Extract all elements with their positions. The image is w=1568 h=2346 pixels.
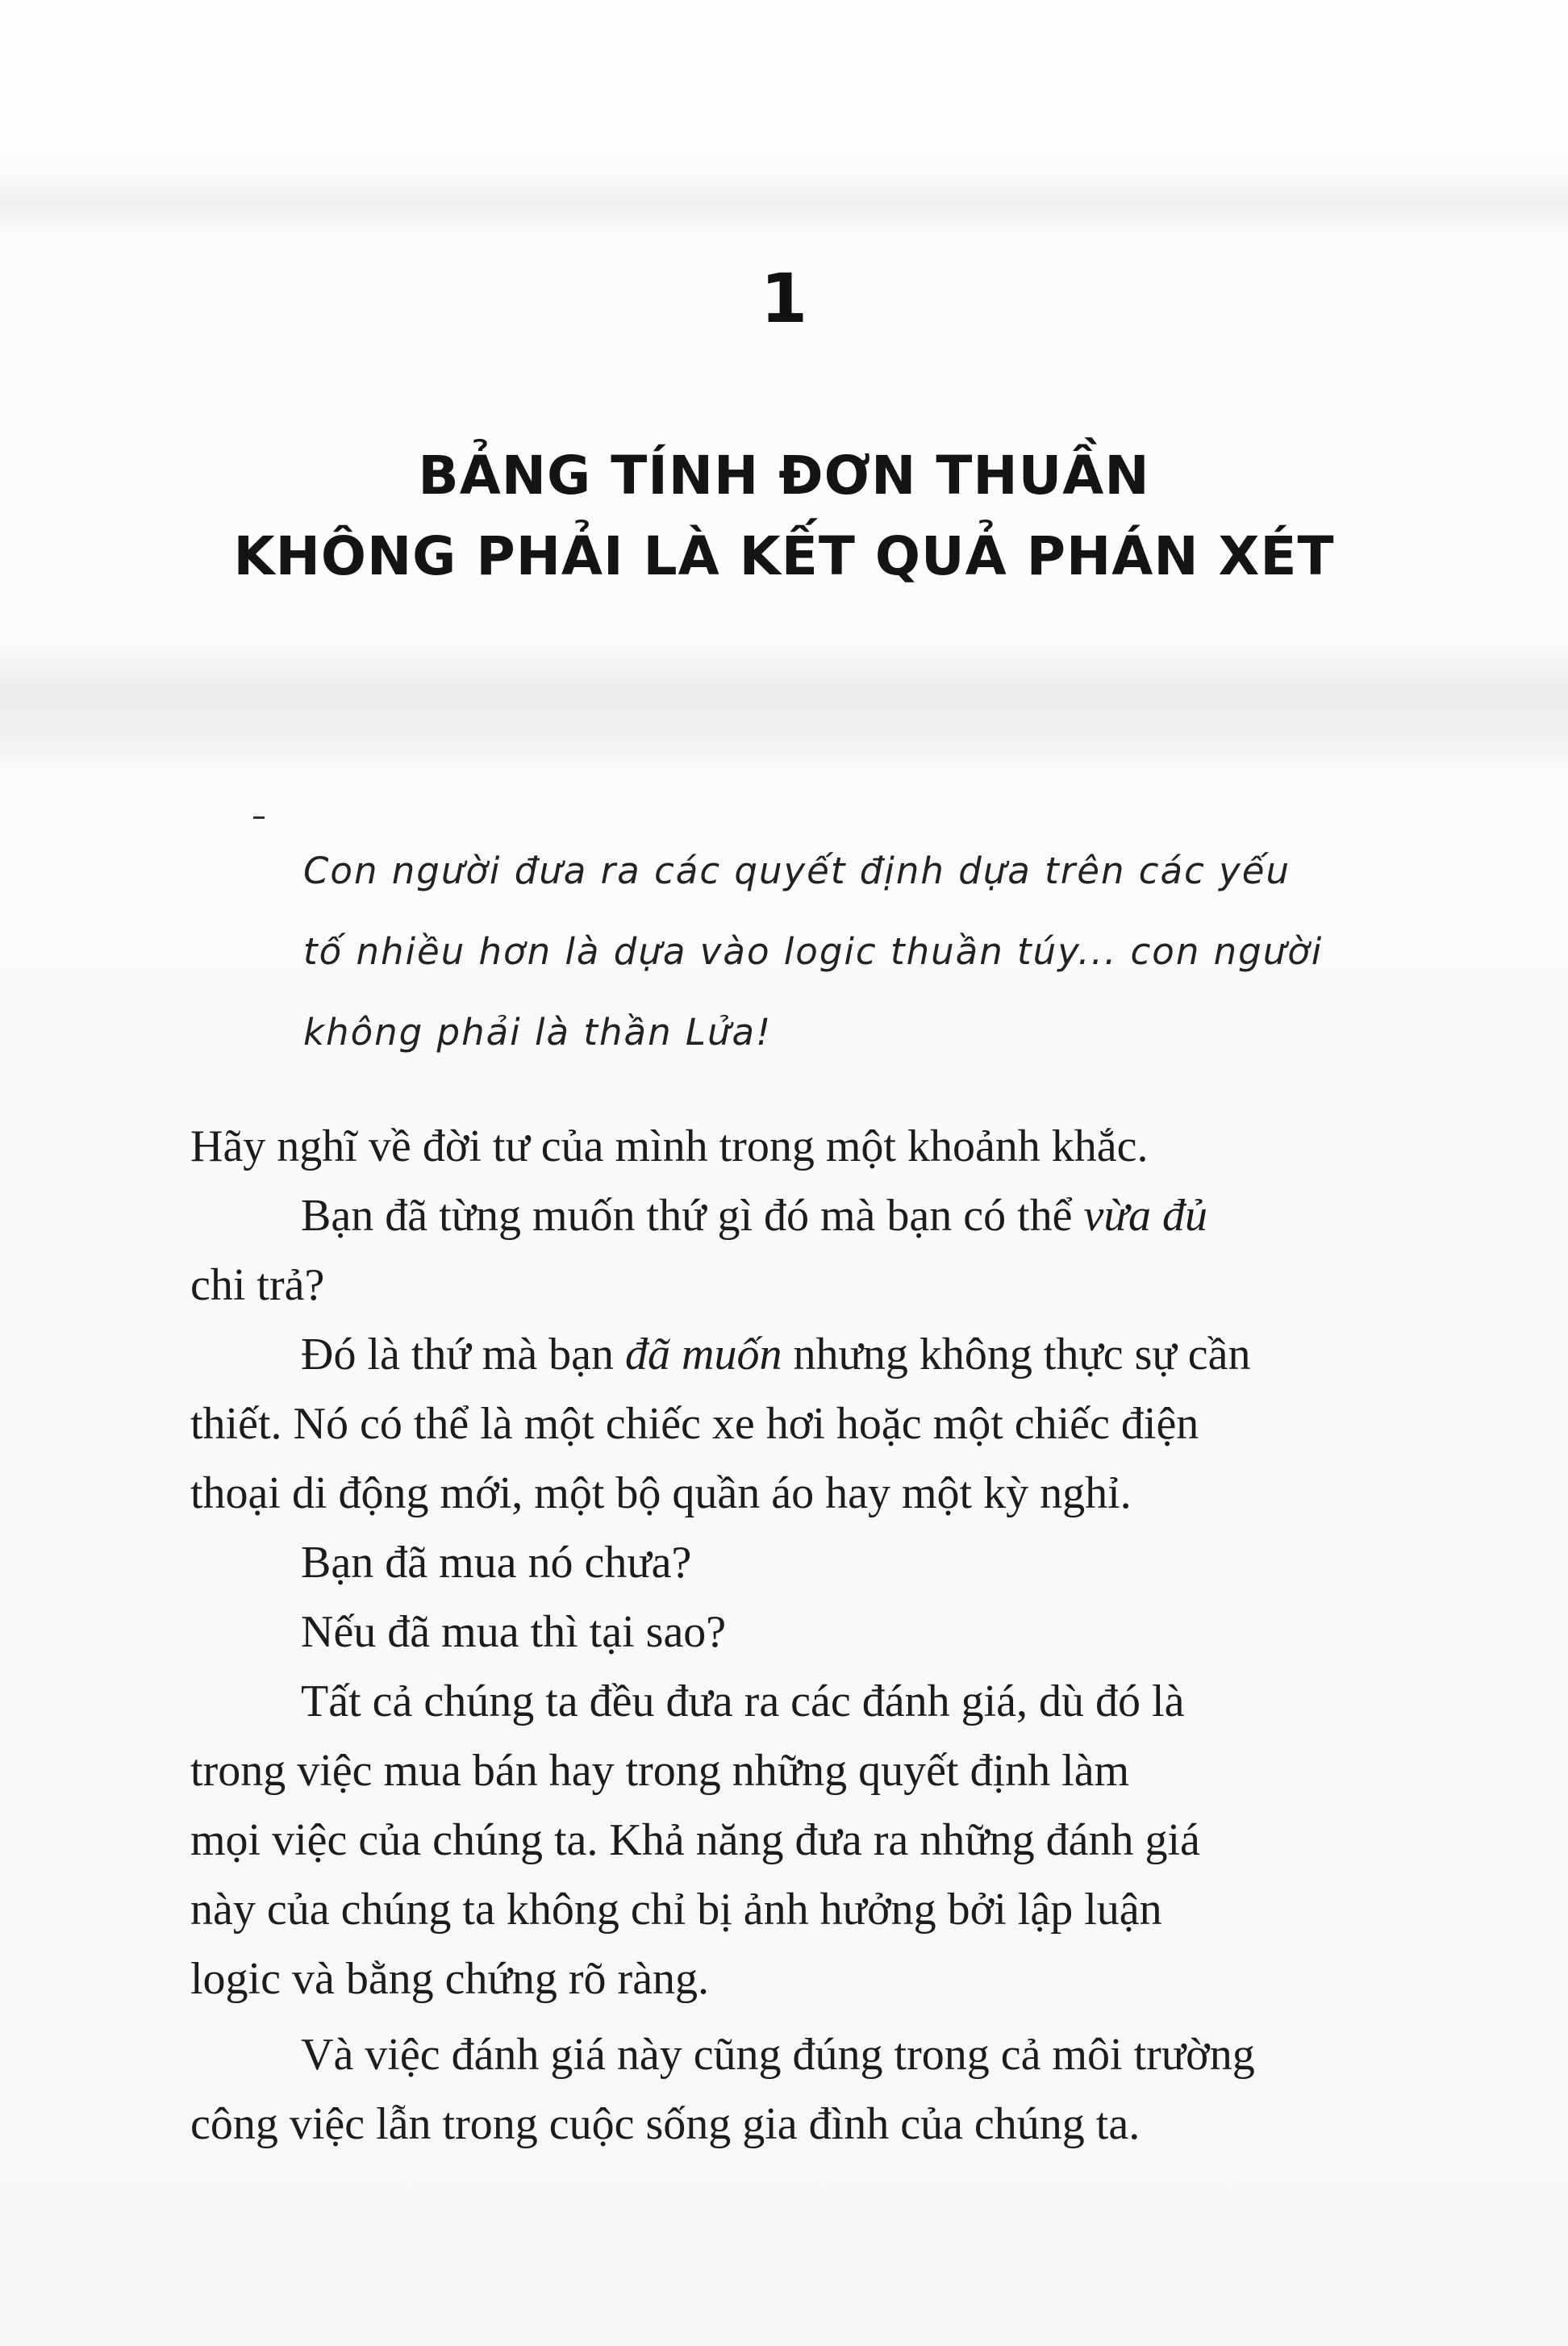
body-text [190,1112,1344,2159]
body-line: Bạn đã mua nó chưa? [301,1538,692,1588]
body-text-run: Bạn đã từng muốn thứ gì đó mà bạn có thể [301,1191,1084,1241]
chapter-title-line-1: BẢNG TÍNH ĐƠN THUẦN [418,445,1150,507]
body-emphasis: đã muốn [625,1330,782,1380]
body-line: Và việc đánh giá này cũng đúng trong cả môi trường [301,2030,1255,2080]
body-line: công việc lẫn trong cuộc sống gia đình của chúng ta. [190,2099,1141,2149]
epigraph-line-3: không phải là thần Lửa! [303,1011,773,1054]
body-line: chi trả? [190,1260,325,1310]
body-line: Tất cả chúng ta đều đưa ra các đánh giá, dù đó là [301,1676,1185,1726]
body-line [190,1320,1344,1389]
body-emphasis: vừa đủ [1083,1191,1207,1241]
epigraph-dash [253,816,265,819]
body-text-run: nhưng không thực sự cần [782,1330,1251,1380]
body-line: này của chúng ta không chỉ bị ảnh hưởng bởi lập luận [190,1885,1162,1935]
body-line: thiết. Nó có thể là một chiếc xe hơi hoặc một chiếc điện [190,1399,1199,1449]
bleed-through-band-top [0,169,1568,242]
epigraph-line-2: tố nhiều hơn là dựa vào logic thuần túy... con người [303,930,1324,973]
body-line: logic và bằng chứng rõ ràng. [190,1954,710,2004]
chapter-title [0,436,1568,597]
body-line: thoại di động mới, một bộ quần áo hay một kỳ nghỉ. [190,1468,1132,1518]
body-line: trong việc mua bán hay trong những quyết định làm [190,1746,1130,1796]
epigraph-line-1: Con người đưa ra các quyết định dựa trên các yếu [303,849,1291,892]
bleed-through-band-middle [0,637,1568,774]
chapter-number: 1 [760,259,808,338]
body-text-run: Đó là thứ mà bạn [301,1330,626,1380]
body-line: mọi việc của chúng ta. Khả năng đưa ra những đánh giá [190,1815,1200,1865]
chapter-title-line-2: KHÔNG PHẢI LÀ KẾT QUẢ PHÁN XÉT [233,525,1335,587]
body-line [190,1181,1344,1250]
epigraph-quote [303,831,1352,1073]
body-line: Nếu đã mua thì tại sao? [301,1607,727,1657]
body-line: Hãy nghĩ về đời tư của mình trong một khoảnh khắc. [190,1121,1149,1171]
